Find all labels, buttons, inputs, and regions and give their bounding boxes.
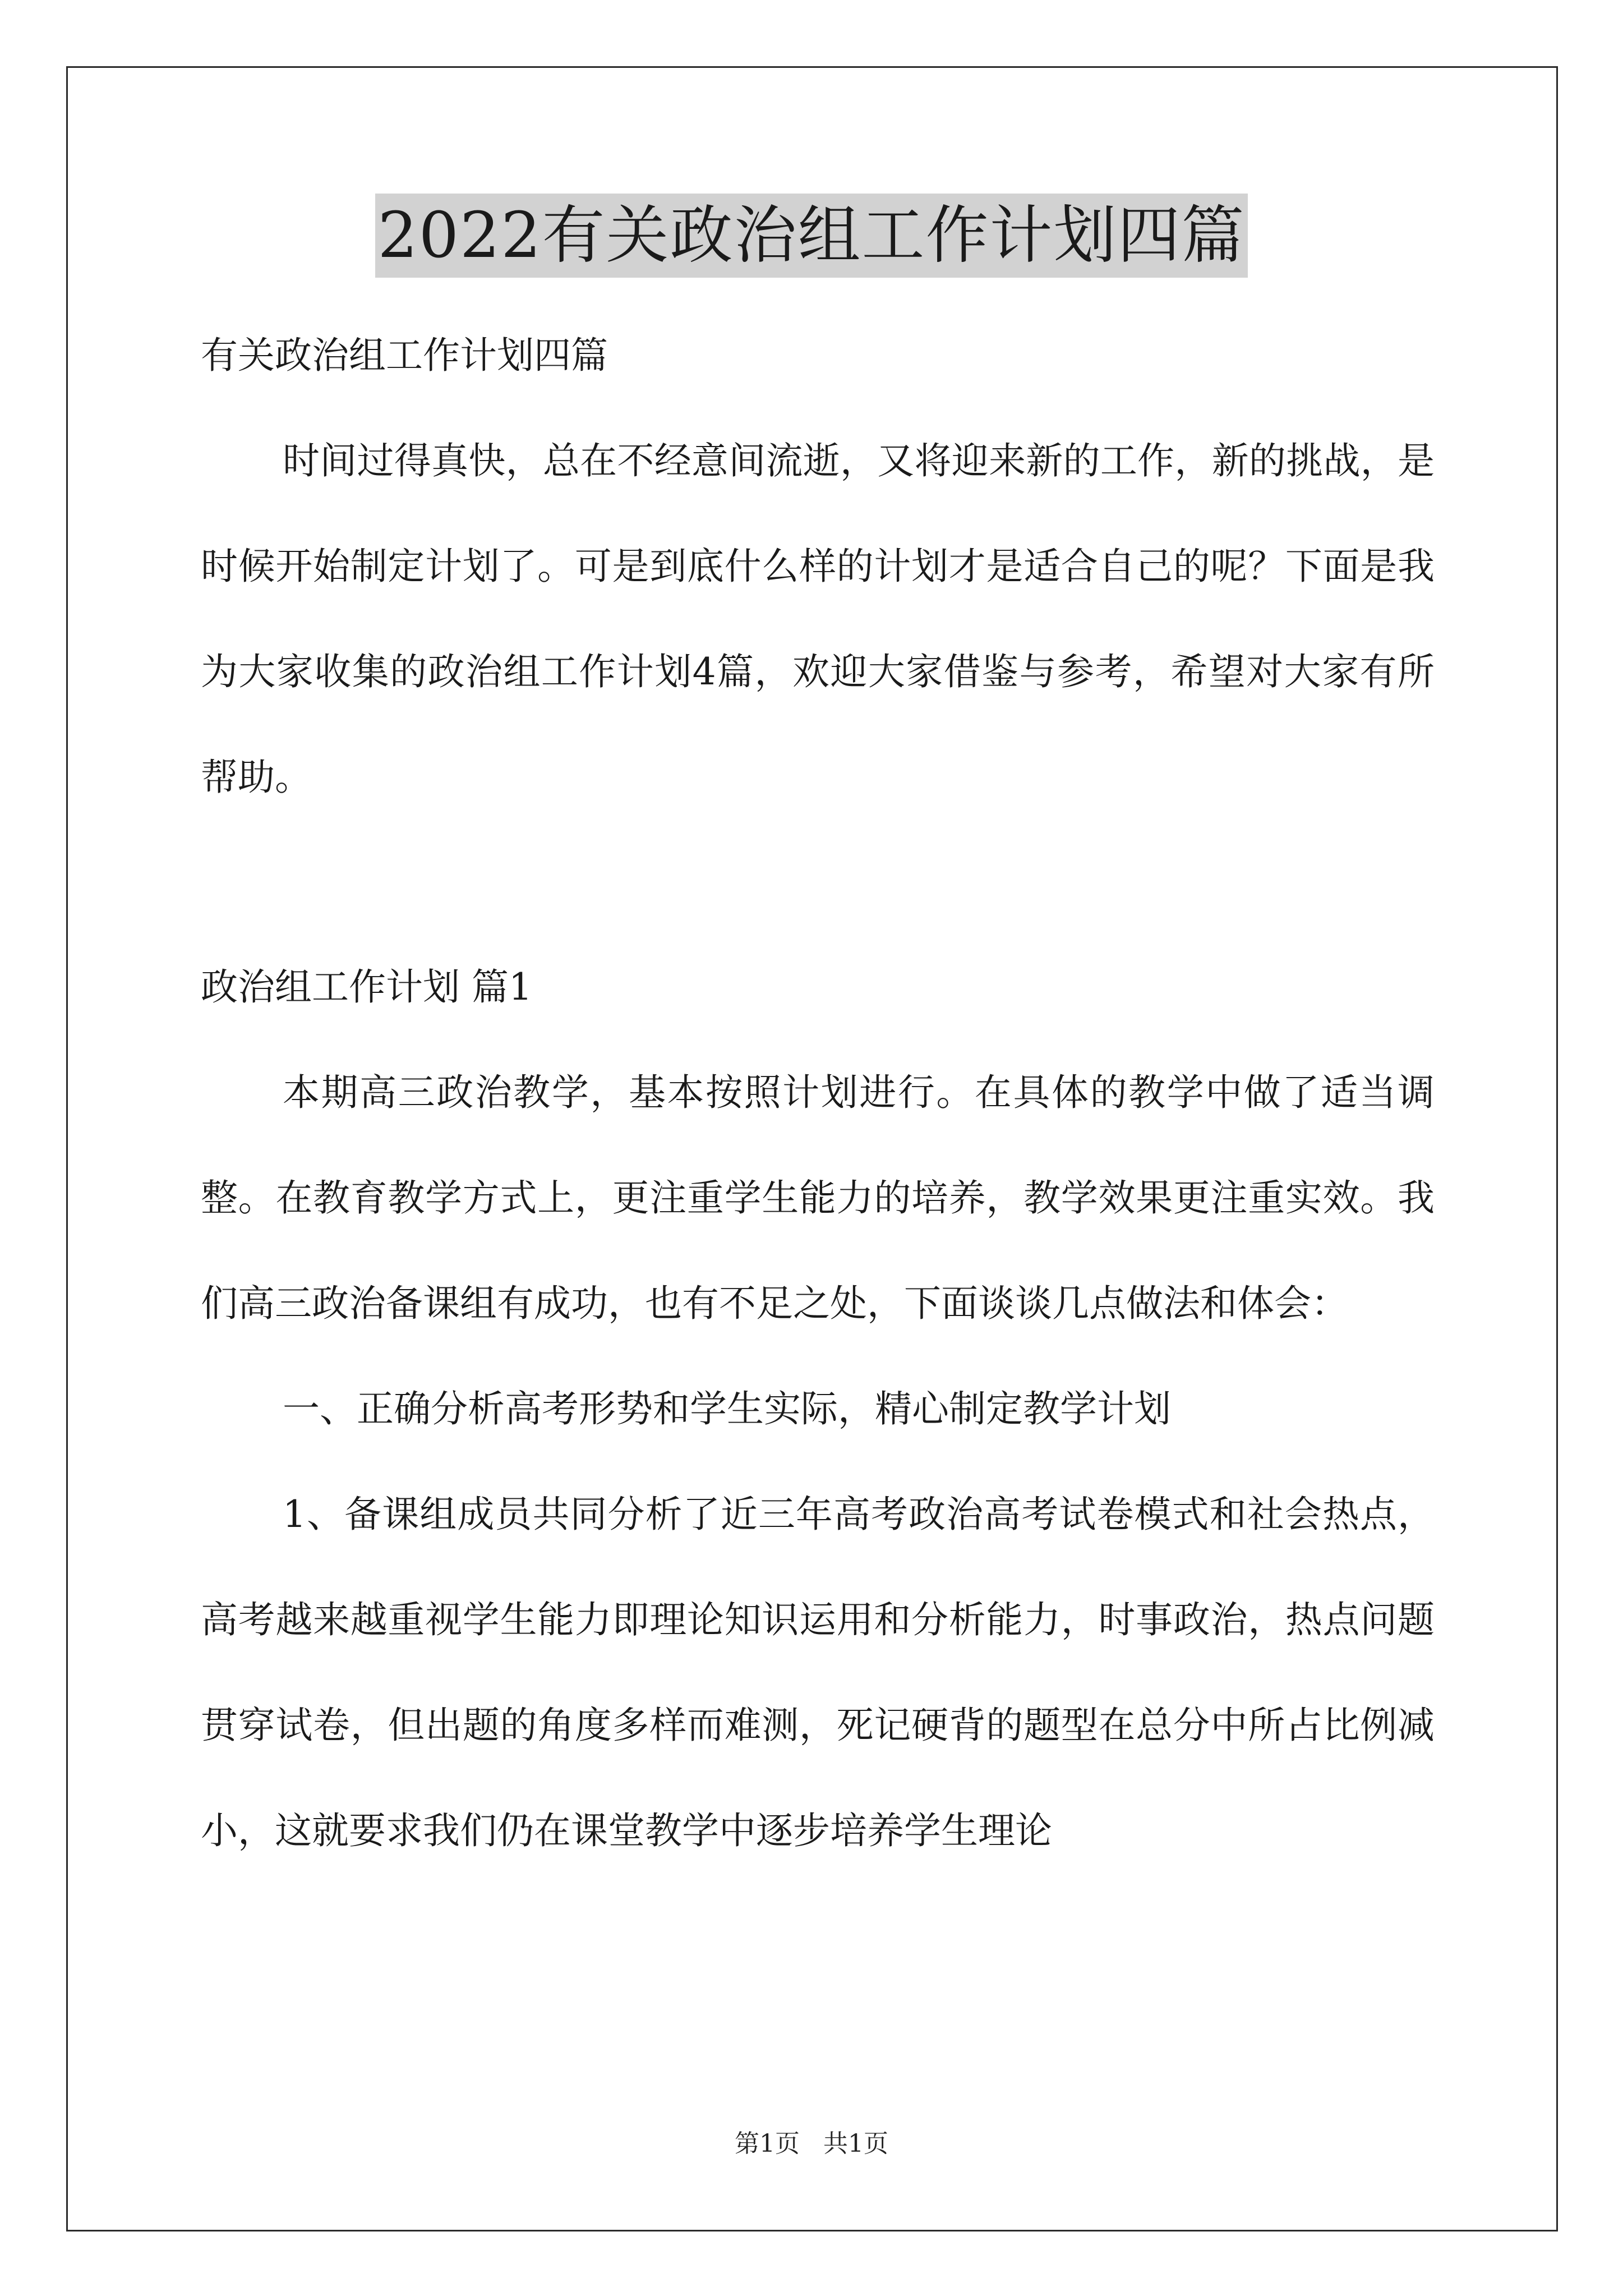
document-subtitle: 有关政治组工作计划四篇 <box>201 334 608 377</box>
intro-paragraph: 时间过得真快，总在不经意间流逝，又将迎来新的工作，新的挑战，是时候开始制定计划了。可是到底什么样的计划才是适合自己的呢？下面是我为大家收集的政治组工作计划4篇，欢迎大家借鉴与参考，希望对大家有所帮助。 <box>201 439 1435 799</box>
document-title <box>0 194 1623 278</box>
page-number-total: 共1页 <box>823 2129 888 2158</box>
page-footer <box>0 2127 1623 2161</box>
document-body <box>201 303 1435 1884</box>
body-paragraph: 本期高三政治教学，基本按照计划进行。在具体的教学中做了适当调整。在教育教学方式上，更注重学生能力的培养，教学效果更注重实效。我们高三政治备课组有成功，也有不足之处，下面谈谈几点做法和体会： <box>201 1071 1435 1325</box>
spacer <box>201 830 1435 935</box>
point-heading: 一、正确分析高考形势和学生实际，精心制定教学计划 <box>283 1387 1171 1430</box>
document-title-text: 2022有关政治组工作计划四篇 <box>375 194 1247 278</box>
page-number-current: 第1页 <box>735 2129 800 2158</box>
section-heading: 政治组工作计划 篇1 <box>201 965 532 1009</box>
point-paragraph: 1、备课组成员共同分析了近三年高考政治高考试卷模式和社会热点，高考越来越重视学生能力即理论知识运用和分析能力，时事政治，热点问题贯穿试卷，但出题的角度多样而难测，死记硬背的题型在总分中所占比例减小，这就要求我们仍在课堂教学中逐步培养学生理论 <box>201 1493 1435 1852</box>
